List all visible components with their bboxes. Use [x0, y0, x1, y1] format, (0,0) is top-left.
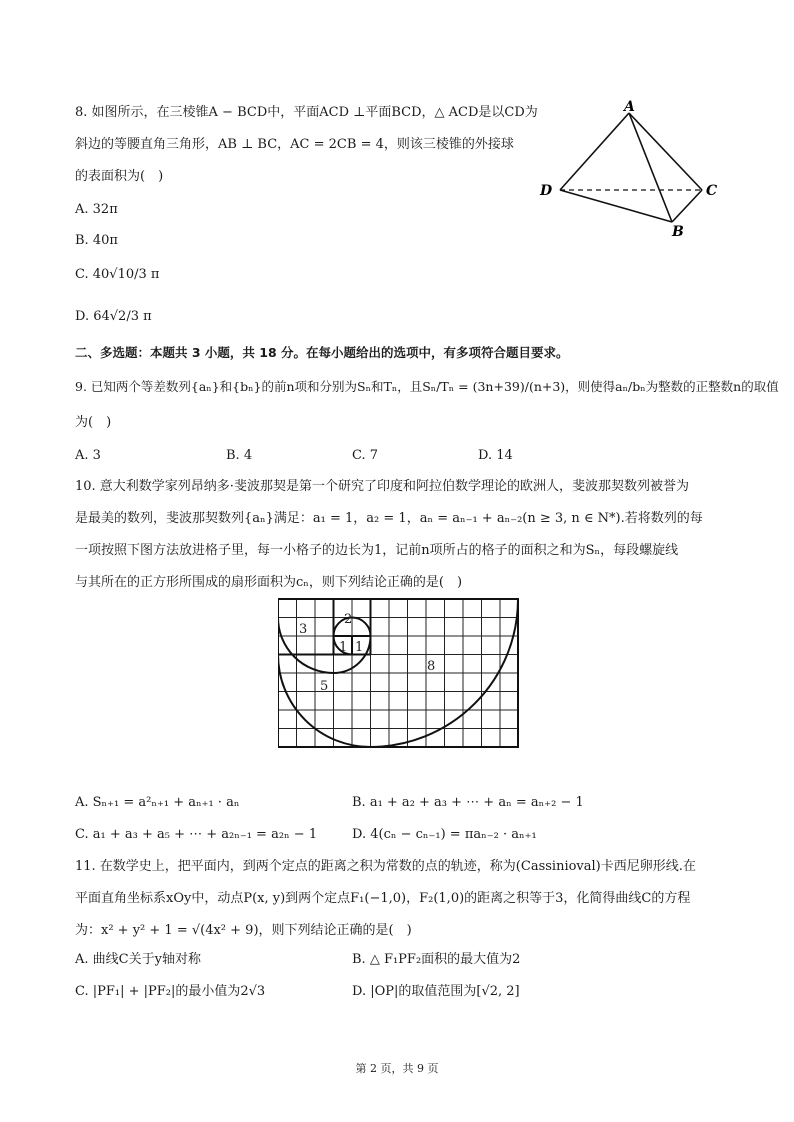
q8-option-a: A. 32π [75, 202, 118, 217]
cell-label-5: 5 [320, 679, 329, 694]
q11-line-3: 为：x² + y² + 1 = √(4x² + 9)，则下列结论正确的是( ) [75, 923, 412, 938]
page-footer: 第 2 页，共 9 页 [355, 1062, 439, 1075]
label-c: C [706, 183, 718, 199]
q8-option-d: D. 64√2/3 π [75, 309, 152, 324]
section-heading-multiple-choice: 二、多选题：本题共 3 小题，共 18 分。在每小题给出的选项中，有多项符合题目要求。 [75, 345, 569, 360]
q9-line-1: 9. 已知两个等差数列{aₙ}和{bₙ}的前n项和分别为Sₙ和Tₙ，且Sₙ/Tₙ = (3n+39)/(n+3)，则使得aₙ/bₙ为整数的正整数n的取值 [75, 379, 779, 394]
q10-line-1: 10. 意大利数学家列昂纳多·斐波那契是第一个研究了印度和阿拉伯数学理论的欧洲人，斐波那契数列被誉为 [75, 479, 689, 494]
q9-option-d: D. 14 [478, 448, 513, 463]
q11-line-2: 平面直角坐标系xOy中，动点P(x, y)到两个定点F₁(−1,0)，F₂(1,0)的距离之积等于3，化简得曲线C的方程 [75, 891, 691, 906]
cell-label-1b: 1 [355, 640, 364, 655]
q9-option-b: B. 4 [226, 448, 253, 463]
q9-line-2: 为( ) [75, 415, 112, 430]
q11-line-1: 11. 在数学史上，把平面内，到两个定点的距离之积为常数的点的轨迹，称为(Cassinioval)卡西尼卵形线.在 [75, 859, 696, 874]
q10-line-4: 与其所在的正方形所围成的扇形面积为cₙ，则下列结论正确的是( ) [75, 575, 463, 590]
q10-option-c: C. a₁ + a₃ + a₅ + ⋯ + a₂ₙ₋₁ = a₂ₙ − 1 [75, 827, 318, 842]
label-a: A [624, 99, 635, 115]
q11-option-d: D. |OP|的取值范围为[√2, 2] [352, 984, 520, 999]
cell-label-1a: 1 [339, 640, 348, 655]
q8-line-2: 斜边的等腰直角三角形，AB ⊥ BC，AC = 2CB = 4，则该三棱锥的外接球 [75, 137, 514, 152]
q10-option-a: A. Sₙ₊₁ = a²ₙ₊₁ + aₙ₊₁ · aₙ [75, 795, 240, 810]
q8-line-3: 的表面积为( ) [75, 169, 164, 184]
tetrahedron-figure [530, 95, 730, 245]
cell-label-8: 8 [427, 659, 436, 674]
label-b: B [672, 224, 684, 240]
q11-option-c: C. |PF₁| + |PF₂|的最小值为2√3 [75, 984, 266, 999]
label-d: D [540, 183, 553, 199]
cell-label-3: 3 [299, 622, 308, 637]
q9-option-a: A. 3 [75, 448, 101, 463]
q10-line-2: 是最美的数列，斐波那契数列{aₙ}满足：a₁ = 1，a₂ = 1，aₙ = aₙ₋₁ + aₙ₋₂(n ≥ 3, n ∈ N*).若将数列的每 [75, 511, 703, 526]
fibonacci-spiral-figure [278, 597, 520, 752]
q9-option-c: C. 7 [352, 448, 379, 463]
q10-line-3: 一项按照下图方法放进格子里，每一小格子的边长为1，记前n项所占的格子的面积之和为Sₙ，每段螺旋线 [75, 543, 679, 558]
q11-option-a: A. 曲线C关于y轴对称 [75, 952, 201, 967]
q10-option-b: B. a₁ + a₂ + a₃ + ⋯ + aₙ = aₙ₊₂ − 1 [352, 795, 584, 810]
cell-label-2: 2 [344, 612, 353, 627]
q8-option-b: B. 40π [75, 233, 118, 248]
q11-option-b: B. △ F₁PF₂面积的最大值为2 [352, 952, 521, 967]
q8-option-c: C. 40√10/3 π [75, 267, 160, 282]
q8-line-1: 8. 如图所示，在三棱锥A − BCD中，平面ACD ⊥平面BCD，△ ACD是以CD为 [75, 105, 538, 120]
q10-option-d: D. 4(cₙ − cₙ₋₁) = πaₙ₋₂ · aₙ₊₁ [352, 827, 537, 842]
